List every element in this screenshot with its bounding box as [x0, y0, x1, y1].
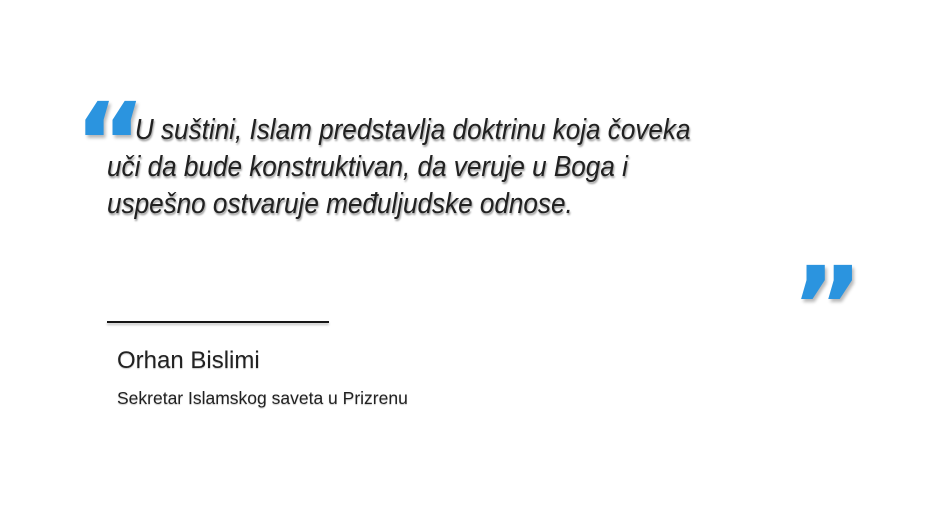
author-title: Sekretar Islamskog saveta u Prizrenu: [117, 388, 408, 408]
quote-line: uspešno ostvaruje međuljudske odnose.: [107, 188, 573, 220]
opening-quote-icon: “: [74, 79, 147, 207]
quote-line: uči da bude konstruktivan, da veruje u Boga i: [107, 151, 628, 183]
divider-line: [107, 321, 329, 323]
author-name: Orhan Bislimi: [117, 347, 260, 374]
quote-text: [107, 112, 690, 223]
closing-quote-icon: ”: [791, 243, 864, 371]
quote-line: U suštini, Islam predstavlja doktrinu koja čoveka: [134, 114, 691, 146]
